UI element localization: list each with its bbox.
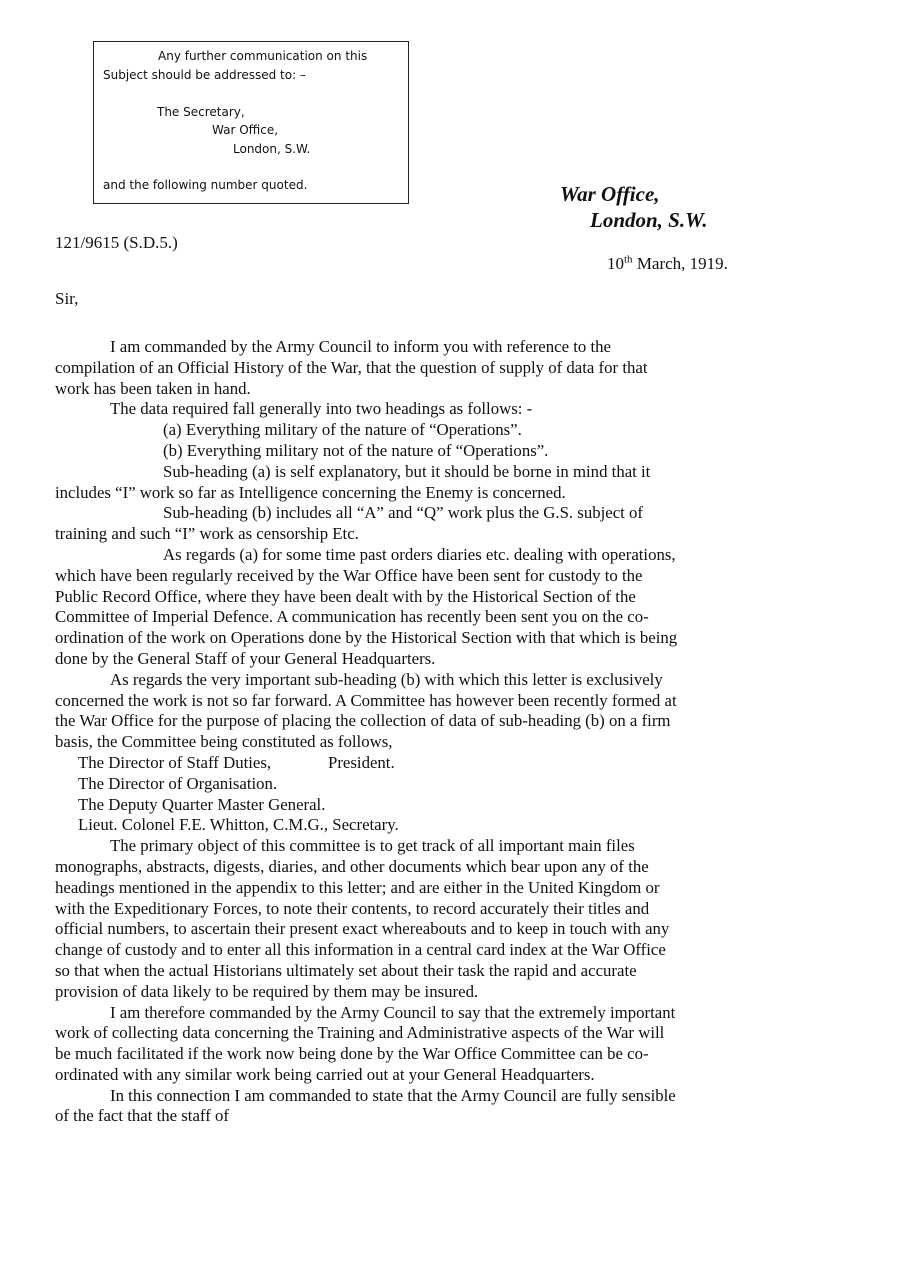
body-line: training and such “I” work as censorship Etc. <box>55 524 359 544</box>
body-line: so that when the actual Historians ultimately set about their task the rapid and accurate <box>55 960 637 980</box>
notice-address-1: The Secretary, <box>157 105 245 119</box>
body-line: with the Expeditionary Forces, to note their contents, to record accurately their titles and <box>55 898 650 918</box>
date-rest: March, 1919. <box>632 254 728 273</box>
body-line: basis, the Committee being constituted as follows, <box>55 732 393 752</box>
committee-member: The Director of Staff Duties, <box>78 752 272 772</box>
date-suffix: th <box>624 253 633 266</box>
body-line: of the fact that the staff of <box>55 1106 229 1126</box>
reference-number: 121/9615 (S.D.5.) <box>55 233 178 252</box>
body-line: Sub-heading (a) is self explanatory, but it should be borne in mind that it <box>163 461 651 481</box>
body-line: As regards (a) for some time past orders diaries etc. dealing with operations, <box>163 544 676 564</box>
correspondence-notice-box <box>93 41 409 204</box>
body-line: the War Office for the purpose of placing the collection of data of sub-heading (b) on a firm <box>55 711 671 731</box>
committee-member: The Deputy Quarter Master General. <box>78 794 326 814</box>
body-line: official numbers, to ascertain their present exact whereabouts and to keep in touch with any <box>55 919 670 939</box>
body-line: The data required fall generally into two headings as follows: - <box>110 399 533 419</box>
committee-member: The Director of Organisation. <box>78 773 278 793</box>
body-line: Sub-heading (b) includes all “A” and “Q” work plus the G.S. subject of <box>163 503 644 523</box>
body-line: ordination of the work on Operations done by the Historical Section with that which is being <box>55 628 678 648</box>
body-line: includes “I” work so far as Intelligence concerning the Enemy is concerned. <box>55 482 566 502</box>
notice-line-1: Any further communication on this <box>158 49 368 63</box>
body-line: I am commanded by the Army Council to inform you with reference to the <box>110 337 611 356</box>
notice-footer: and the following number quoted. <box>103 178 308 192</box>
committee-president-label: President. <box>328 752 395 772</box>
body-line: The primary object of this committee is to get track of all important main files <box>110 836 635 856</box>
body-line: monographs, abstracts, digests, diaries, and other documents which bear upon any of the <box>55 856 649 876</box>
notice-address-2: War Office, <box>212 123 279 137</box>
committee-member-line <box>55 753 835 774</box>
letter-body <box>55 337 835 1127</box>
letterhead-line-1: War Office, <box>560 182 660 206</box>
letter-date <box>607 254 728 274</box>
body-line: done by the General Staff of your General Headquarters. <box>55 648 436 668</box>
body-line: Committee of Imperial Defence. A communication has recently been sent you on the co- <box>55 607 649 627</box>
body-line: headings mentioned in the appendix to this letter; and are either in the United Kingdom or <box>55 877 660 897</box>
body-line: which have been regularly received by the War Office have been sent for custody to the <box>55 565 643 585</box>
body-line: Public Record Office, where they have been dealt with by the Historical Section of the <box>55 586 636 606</box>
body-line: (a) Everything military of the nature of “Operations”. <box>163 420 522 440</box>
date-day: 10 <box>607 254 624 273</box>
letterhead-line-2: London, S.W. <box>590 208 708 232</box>
notice-address-3: London, S.W. <box>233 142 311 156</box>
body-line: work has been taken in hand. <box>55 378 251 398</box>
body-line: (b) Everything military not of the nature of “Operations”. <box>163 440 549 460</box>
body-line: concerned the work is not so far forward. A Committee has however been recently formed at <box>55 690 677 710</box>
body-line: be much facilitated if the work now being done by the War Office Committee can be co- <box>55 1044 649 1064</box>
notice-line-2: Subject should be addressed to: – <box>103 68 306 82</box>
body-line: compilation of an Official History of the War, that the question of supply of data for that <box>55 357 648 377</box>
committee-member: Lieut. Colonel F.E. Whitton, C.M.G., Secretary. <box>78 815 399 835</box>
body-line: I am therefore commanded by the Army Council to say that the extremely important <box>110 1002 676 1022</box>
body-line: In this connection I am commanded to state that the Army Council are fully sensible <box>110 1085 676 1105</box>
body-line: work of collecting data concerning the Training and Administrative aspects of the War will <box>55 1023 665 1043</box>
body-line: provision of data likely to be required by them may be insured. <box>55 981 479 1001</box>
body-line: As regards the very important sub-heading (b) with which this letter is exclusively <box>110 669 663 689</box>
body-line: change of custody and to enter all this information in a central card index at the War Office <box>55 940 666 960</box>
salutation: Sir, <box>55 289 79 308</box>
body-line: ordinated with any similar work being carried out at your General Headquarters. <box>55 1064 595 1084</box>
